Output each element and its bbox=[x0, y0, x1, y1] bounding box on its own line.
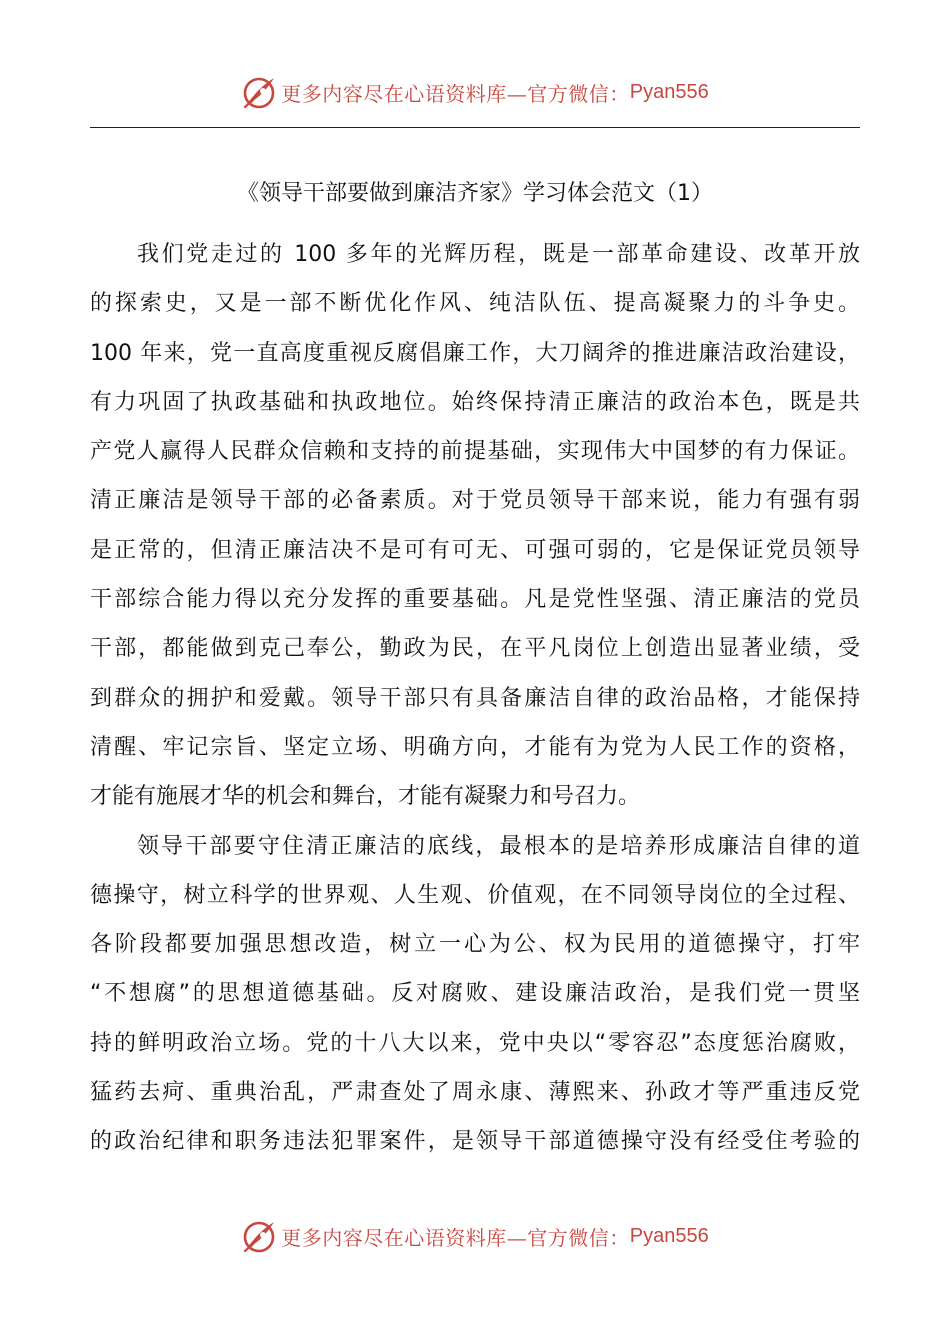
wechat-id: Pyan556 bbox=[629, 1224, 709, 1247]
body-line: “不想腐”的思想道德基础。反对腐败、建设廉洁政治，是我们党一贯坚 bbox=[90, 981, 860, 1007]
body-line: 100 年来，党一直高度重视反腐倡廉工作，大刀阔斧的推进廉洁政治建设， bbox=[90, 340, 860, 366]
body-line: 清醒、牢记宗旨、坚定立场、明确方向，才能有为党为人民工作的资格， bbox=[90, 734, 860, 760]
body-line: 猛药去疴、重典治乱，严肃查处了周永康、薄熙来、孙政才等严重违反党 bbox=[90, 1080, 860, 1106]
body-line: 是正常的，但清正廉洁决不是可有可无、可强可弱的，它是保证党员领导 bbox=[90, 537, 860, 563]
header-banner bbox=[0, 70, 950, 114]
document-title: 《领导干部要做到廉洁齐家》学习体会范文（1） bbox=[237, 181, 713, 206]
body-line: 才能有施展才华的机会和舞台，才能有凝聚力和号召力。 bbox=[90, 784, 641, 810]
wechat-id: Pyan556 bbox=[629, 80, 709, 103]
body-line: 德操守，树立科学的世界观、人生观、价值观，在不同领导岗位的全过程、 bbox=[90, 882, 860, 908]
feather-pen-logo-icon bbox=[241, 1218, 277, 1254]
body-line: 我们党走过的 100 多年的光辉历程，既是一部革命建设、改革开放 bbox=[137, 242, 860, 267]
body-line: 持的鲜明政治立场。党的十八大以来，党中央以“零容忍”态度惩治腐败， bbox=[90, 1030, 860, 1056]
body-line: 各阶段都要加强思想改造，树立一心为公、权为民用的道德操守，打牢 bbox=[90, 932, 860, 958]
body-line: 干部综合能力得以充分发挥的重要基础。凡是党性坚强、清正廉洁的党员 bbox=[90, 587, 860, 613]
header-divider bbox=[90, 127, 860, 128]
body-line: 到群众的拥护和爱戴。领导干部只有具备廉洁自律的政治品格，才能保持 bbox=[90, 685, 860, 711]
feather-pen-logo-icon bbox=[241, 74, 277, 110]
body-line: 有力巩固了执政基础和执政地位。始终保持清正廉洁的政治本色，既是共 bbox=[90, 389, 860, 415]
footer-banner bbox=[0, 1214, 950, 1258]
body-line: 领导干部要守住清正廉洁的底线，最根本的是培养形成廉洁自律的道 bbox=[137, 833, 860, 859]
body-line: 的探索史，又是一部不断优化作风、纯洁队伍、提高凝聚力的斗争史。 bbox=[90, 291, 860, 317]
body-line: 的政治纪律和职务违法犯罪案件，是领导干部道德操守没有经受住考验的 bbox=[90, 1129, 860, 1155]
body-line: 清正廉洁是领导干部的必备素质。对于党员领导干部来说，能力有强有弱 bbox=[90, 488, 860, 514]
document-body bbox=[90, 230, 860, 1167]
body-line: 干部，都能做到克己奉公，勤政为民，在平凡岗位上创造出显著业绩，受 bbox=[90, 636, 860, 662]
body-line: 产党人赢得人民群众信赖和支持的前提基础，实现伟大中国梦的有力保证。 bbox=[90, 439, 860, 465]
banner-text: 更多内容尽在心语资料库—官方微信： bbox=[281, 81, 630, 106]
banner-text: 更多内容尽在心语资料库—官方微信： bbox=[281, 1225, 630, 1250]
